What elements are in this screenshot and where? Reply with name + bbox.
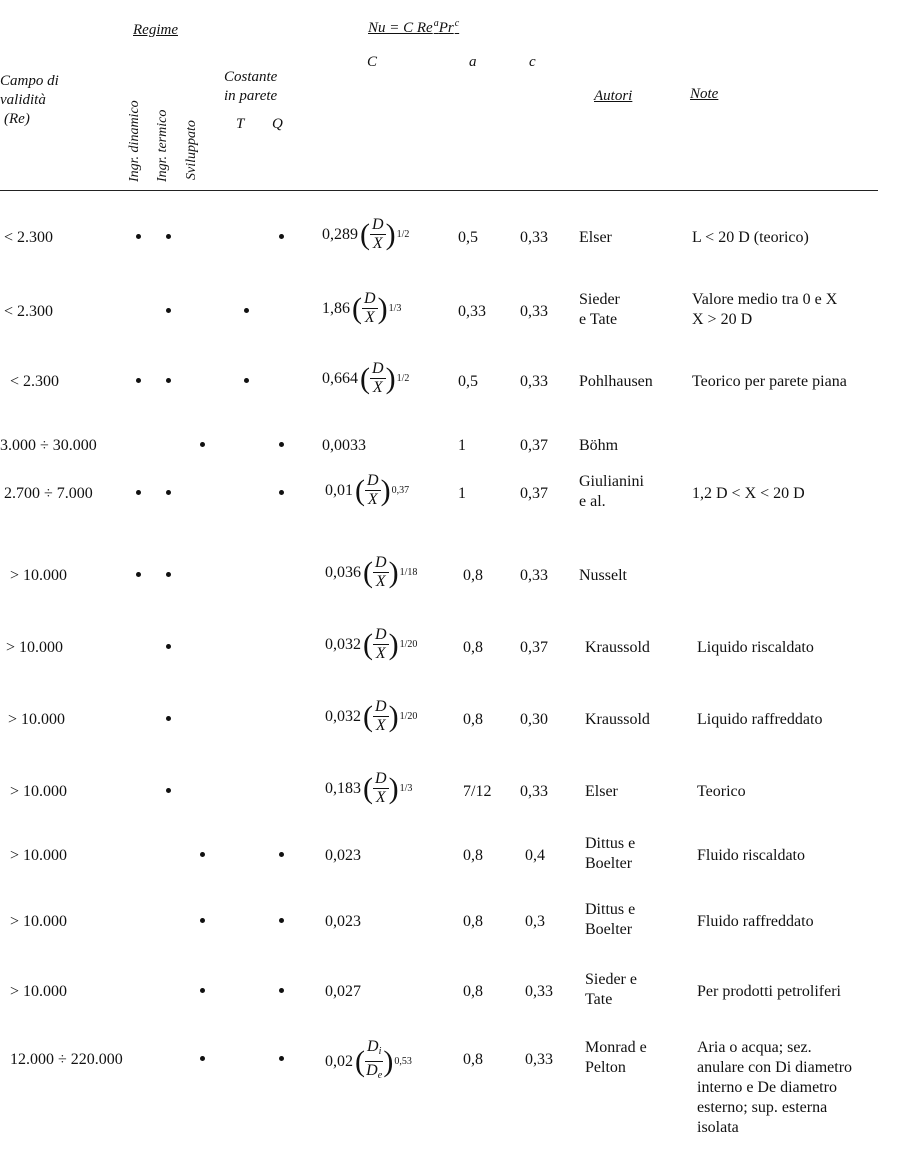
ingr-termico-header: Ingr. termico — [155, 109, 170, 182]
coefficient-cell — [322, 290, 401, 327]
author-line: Elser — [585, 783, 618, 800]
author-line: Böhm — [579, 437, 619, 454]
author-cell — [579, 372, 653, 392]
campo-header — [0, 72, 59, 129]
paren-left: ( — [363, 555, 373, 589]
ratio-denominator: X — [372, 235, 383, 252]
regime-dot — [279, 234, 284, 239]
ratio-fraction — [370, 216, 386, 253]
costante-line2: in parete — [224, 88, 278, 104]
author-cell — [579, 290, 620, 330]
note-cell — [697, 846, 805, 866]
author-line: Nusselt — [579, 567, 627, 584]
col-c-header: C — [367, 54, 378, 70]
exponent-a-cell: 0,8 — [463, 847, 483, 864]
exponent-c-cell: 0,4 — [525, 847, 545, 864]
coefficient-cell — [325, 1038, 412, 1085]
note-line: isolata — [697, 1119, 739, 1136]
coefficient-cell — [325, 912, 363, 932]
range-cell: > 10.000 — [10, 913, 68, 930]
autori-header: Autori — [594, 88, 633, 104]
note-line: Teorico per parete piana — [692, 373, 847, 390]
note-line: Aria o acqua; sez. — [697, 1039, 812, 1056]
author-cell — [585, 1038, 647, 1078]
ratio-denominator: X — [375, 645, 386, 662]
ratio-numerator: D — [364, 290, 376, 307]
exponent-c-cell: 0,33 — [525, 983, 553, 1000]
exponent-a-cell: 0,8 — [463, 913, 483, 930]
paren-left: ( — [360, 361, 370, 395]
paren-left: ( — [363, 699, 373, 733]
author-line: Elser — [579, 229, 612, 246]
coefficient-value: 0,032 — [325, 635, 361, 653]
paren-left: ( — [352, 291, 362, 325]
paren-right: ) — [388, 627, 399, 661]
regime-dot — [166, 490, 171, 495]
formula-pr: Pr — [438, 20, 454, 36]
author-cell — [579, 472, 644, 512]
costante-q: Q — [272, 116, 283, 132]
ratio-numerator: D — [372, 360, 384, 377]
ratio-exponent: 1/18 — [399, 566, 418, 578]
regime-dot — [136, 572, 141, 577]
regime-dot — [166, 644, 171, 649]
regime-dot — [166, 716, 171, 721]
note-line: Per prodotti petroliferi — [697, 983, 841, 1000]
regime-dot — [244, 308, 249, 313]
costante-header — [224, 68, 277, 106]
coefficient-value: 0,036 — [325, 563, 361, 581]
paren-left: ( — [355, 1044, 365, 1078]
exponent-a-cell: 0,8 — [463, 639, 483, 656]
paren-left: ( — [355, 473, 365, 507]
author-cell — [585, 834, 635, 874]
regime-dot — [279, 918, 284, 923]
note-cell — [697, 782, 746, 802]
exponent-a-cell: 1 — [458, 485, 466, 502]
coefficient-cell — [322, 216, 409, 253]
ratio-exponent: 1/2 — [396, 228, 410, 240]
exponent-c-cell: 0,37 — [520, 485, 548, 502]
regime-dot — [200, 988, 205, 993]
note-cell — [692, 484, 805, 504]
author-cell — [585, 710, 650, 730]
regime-dot — [200, 918, 205, 923]
regime-dot — [136, 378, 141, 383]
author-line: Pelton — [585, 1059, 626, 1076]
author-line: Boelter — [585, 855, 633, 872]
coefficient-cell — [325, 698, 417, 735]
exponent-c-cell: 0,37 — [520, 437, 548, 454]
exponent-c-cell: 0,33 — [520, 229, 548, 246]
ratio-numerator: D — [375, 770, 387, 787]
regime-dot — [279, 490, 284, 495]
formula-exp-c: c — [454, 18, 460, 29]
ratio-fraction — [370, 360, 386, 397]
ratio-fraction — [373, 626, 389, 663]
ratio-numerator: D — [372, 216, 384, 233]
exponent-a-cell: 1 — [458, 437, 466, 454]
ratio-exponent: 0,37 — [391, 484, 410, 496]
ratio-denominator: X — [367, 491, 378, 508]
paren-right: ) — [377, 291, 388, 325]
ingr-dinamico-header: Ingr. dinamico — [127, 100, 142, 182]
note-cell — [697, 710, 822, 730]
ratio-exponent: 1/2 — [396, 372, 410, 384]
formula-exp-a: a — [433, 18, 439, 29]
ratio-exponent: 0,53 — [394, 1055, 412, 1067]
paren-right: ) — [388, 771, 399, 805]
coefficient-value: 0,032 — [325, 707, 361, 725]
author-cell — [579, 436, 618, 456]
paren-right: ) — [383, 1044, 394, 1078]
sviluppato-header: Sviluppato — [184, 120, 199, 180]
coefficient-value: 0,023 — [325, 847, 361, 864]
author-line: e Tate — [579, 311, 618, 328]
coefficient-cell — [325, 554, 417, 591]
regime-dot — [200, 442, 205, 447]
range-cell: > 10.000 — [10, 983, 68, 1000]
paren-right: ) — [380, 473, 391, 507]
author-line: Dittus e — [585, 835, 636, 852]
range-cell: < 2.300 — [10, 373, 60, 390]
note-line: X > 20 D — [692, 311, 753, 328]
exponent-c-cell: 0,33 — [525, 1051, 553, 1068]
exponent-c-cell: 0,33 — [520, 303, 548, 320]
regime-header: Regime — [133, 22, 178, 38]
coefficient-value: 0,664 — [322, 369, 358, 387]
author-line: Sieder e — [585, 971, 637, 988]
regime-dot — [166, 572, 171, 577]
coefficient-value: 1,86 — [322, 299, 350, 317]
ratio-fraction — [373, 770, 389, 807]
paren-left: ( — [360, 217, 370, 251]
author-line: e al. — [579, 493, 606, 510]
coefficient-cell — [325, 770, 412, 807]
exponent-a-cell: 0,8 — [463, 983, 483, 1000]
col-cexp-header: c — [529, 54, 536, 70]
ratio-numerator: D — [375, 626, 387, 643]
ratio-numerator: D — [367, 472, 379, 489]
range-cell: > 10.000 — [10, 783, 68, 800]
ratio-numerator: D — [375, 698, 387, 715]
author-line: Giulianini — [579, 473, 644, 490]
author-cell — [585, 900, 635, 940]
regime-dot — [279, 988, 284, 993]
regime-dot — [279, 442, 284, 447]
note-line: interno e De diametro — [697, 1079, 837, 1096]
note-cell — [697, 982, 841, 1002]
coefficient-value: 0,0033 — [322, 437, 366, 454]
author-line: Kraussold — [585, 639, 650, 656]
range-cell: > 10.000 — [10, 847, 68, 864]
ratio-denominator: X — [375, 573, 386, 590]
note-line: Valore medio tra 0 e X — [692, 291, 838, 308]
ratio-denominator: X — [375, 717, 386, 734]
ratio-numerator: $D_i$ — [365, 1038, 383, 1062]
ratio-fraction — [365, 472, 381, 509]
author-line: Dittus e — [585, 901, 636, 918]
regime-dot — [166, 788, 171, 793]
col-a-header: a — [469, 54, 477, 70]
exponent-c-cell: 0,37 — [520, 639, 548, 656]
regime-dot — [166, 378, 171, 383]
regime-dot — [279, 1056, 284, 1061]
coefficient-value: 0,023 — [325, 913, 361, 930]
range-cell: > 10.000 — [8, 711, 66, 728]
ratio-denominator: X — [364, 309, 375, 326]
coefficient-cell — [322, 436, 368, 456]
costante-line1: Costante — [224, 69, 278, 85]
range-cell: > 10.000 — [6, 639, 64, 656]
exponent-a-cell: 0,8 — [463, 1051, 483, 1068]
range-cell: 12.000 ÷ 220.000 — [10, 1051, 123, 1068]
paren-right: ) — [385, 361, 396, 395]
ratio-fraction — [373, 698, 389, 735]
formula-header — [368, 18, 459, 37]
regime-dot — [136, 490, 141, 495]
ratio-denominator: X — [372, 379, 383, 396]
regime-dot — [200, 852, 205, 857]
author-line: Pohlhausen — [579, 373, 653, 390]
exponent-a-cell: 0,8 — [463, 711, 483, 728]
author-line: Tate — [585, 991, 613, 1008]
author-cell — [585, 782, 618, 802]
ratio-denominator: $D_e$ — [366, 1062, 383, 1081]
paren-left: ( — [363, 771, 373, 805]
note-line: 1,2 D < X < 20 D — [692, 485, 805, 502]
regime-dot — [136, 234, 141, 239]
note-cell — [697, 638, 814, 658]
formula-main: Nu = C Re — [368, 20, 433, 36]
ratio-exponent: 1/20 — [399, 710, 418, 722]
campo-line3: (Re) — [4, 111, 30, 127]
range-cell: < 2.300 — [4, 229, 54, 246]
note-header: Note — [690, 86, 719, 102]
note-cell — [692, 372, 847, 392]
coefficient-value: 0,027 — [325, 983, 361, 1000]
exponent-c-cell: 0,33 — [520, 783, 548, 800]
regime-dot — [166, 308, 171, 313]
ratio-denominator: X — [375, 789, 386, 806]
coefficient-cell — [325, 626, 417, 663]
ratio-exponent: 1/3 — [399, 782, 413, 794]
range-cell: 3.000 ÷ 30.000 — [0, 437, 97, 454]
author-cell — [579, 566, 627, 586]
note-line: Liquido riscaldato — [697, 639, 814, 656]
header-rule — [0, 190, 878, 191]
note-line: L < 20 D (teorico) — [692, 229, 809, 246]
note-line: anulare con Di diametro — [697, 1059, 853, 1076]
regime-dot — [279, 852, 284, 857]
coefficient-cell — [325, 846, 363, 866]
exponent-a-cell: 7/12 — [463, 783, 492, 800]
paren-right: ) — [388, 555, 399, 589]
coefficient-cell — [325, 982, 363, 1002]
ratio-fraction — [373, 554, 389, 591]
note-line: Liquido raffreddato — [697, 711, 823, 728]
exponent-c-cell: 0,33 — [520, 567, 548, 584]
exponent-c-cell: 0,3 — [525, 913, 545, 930]
author-line: Boelter — [585, 921, 633, 938]
author-line: Monrad e — [585, 1039, 647, 1056]
exponent-c-cell: 0,33 — [520, 373, 548, 390]
note-line: Fluido raffreddato — [697, 913, 814, 930]
costante-t: T — [236, 116, 245, 132]
ratio-exponent: 1/3 — [388, 302, 402, 314]
range-cell: 2.700 ÷ 7.000 — [4, 485, 93, 502]
coefficient-value: 0,289 — [322, 225, 358, 243]
ratio-denominator-sub: e — [377, 1070, 383, 1081]
coefficient-value: 0,01 — [325, 481, 353, 499]
note-cell — [692, 228, 809, 248]
exponent-c-cell: 0,30 — [520, 711, 548, 728]
ratio-numerator-sub: i — [378, 1046, 382, 1057]
ratio-exponent: 1/20 — [399, 638, 418, 650]
note-line: Teorico — [697, 783, 746, 800]
exponent-a-cell: 0,8 — [463, 567, 483, 584]
ratio-fraction — [362, 290, 378, 327]
note-line: Fluido riscaldato — [697, 847, 805, 864]
range-cell: > 10.000 — [10, 567, 68, 584]
author-cell — [585, 970, 637, 1010]
exponent-a-cell: 0,5 — [458, 229, 478, 246]
campo-line2: validità — [0, 92, 46, 108]
regime-dot — [166, 234, 171, 239]
regime-dot — [200, 1056, 205, 1061]
paren-left: ( — [363, 627, 373, 661]
paren-right: ) — [388, 699, 399, 733]
note-cell — [697, 1038, 852, 1138]
coefficient-value: 0,02 — [325, 1052, 353, 1070]
paren-right: ) — [385, 217, 396, 251]
range-cell: < 2.300 — [4, 303, 54, 320]
author-cell — [585, 638, 650, 658]
coefficient-cell — [325, 472, 409, 509]
exponent-a-cell: 0,33 — [458, 303, 486, 320]
author-line: Sieder — [579, 291, 620, 308]
coefficient-cell — [322, 360, 409, 397]
note-line: esterno; sup. esterna — [697, 1099, 828, 1116]
note-cell — [692, 290, 837, 330]
author-line: Kraussold — [585, 711, 650, 728]
note-cell — [697, 912, 814, 932]
coefficient-value: 0,183 — [325, 779, 361, 797]
ratio-fraction — [365, 1038, 383, 1085]
campo-line1: Campo di — [0, 73, 59, 89]
exponent-a-cell: 0,5 — [458, 373, 478, 390]
regime-dot — [244, 378, 249, 383]
author-cell — [579, 228, 612, 248]
ratio-numerator: D — [375, 554, 387, 571]
